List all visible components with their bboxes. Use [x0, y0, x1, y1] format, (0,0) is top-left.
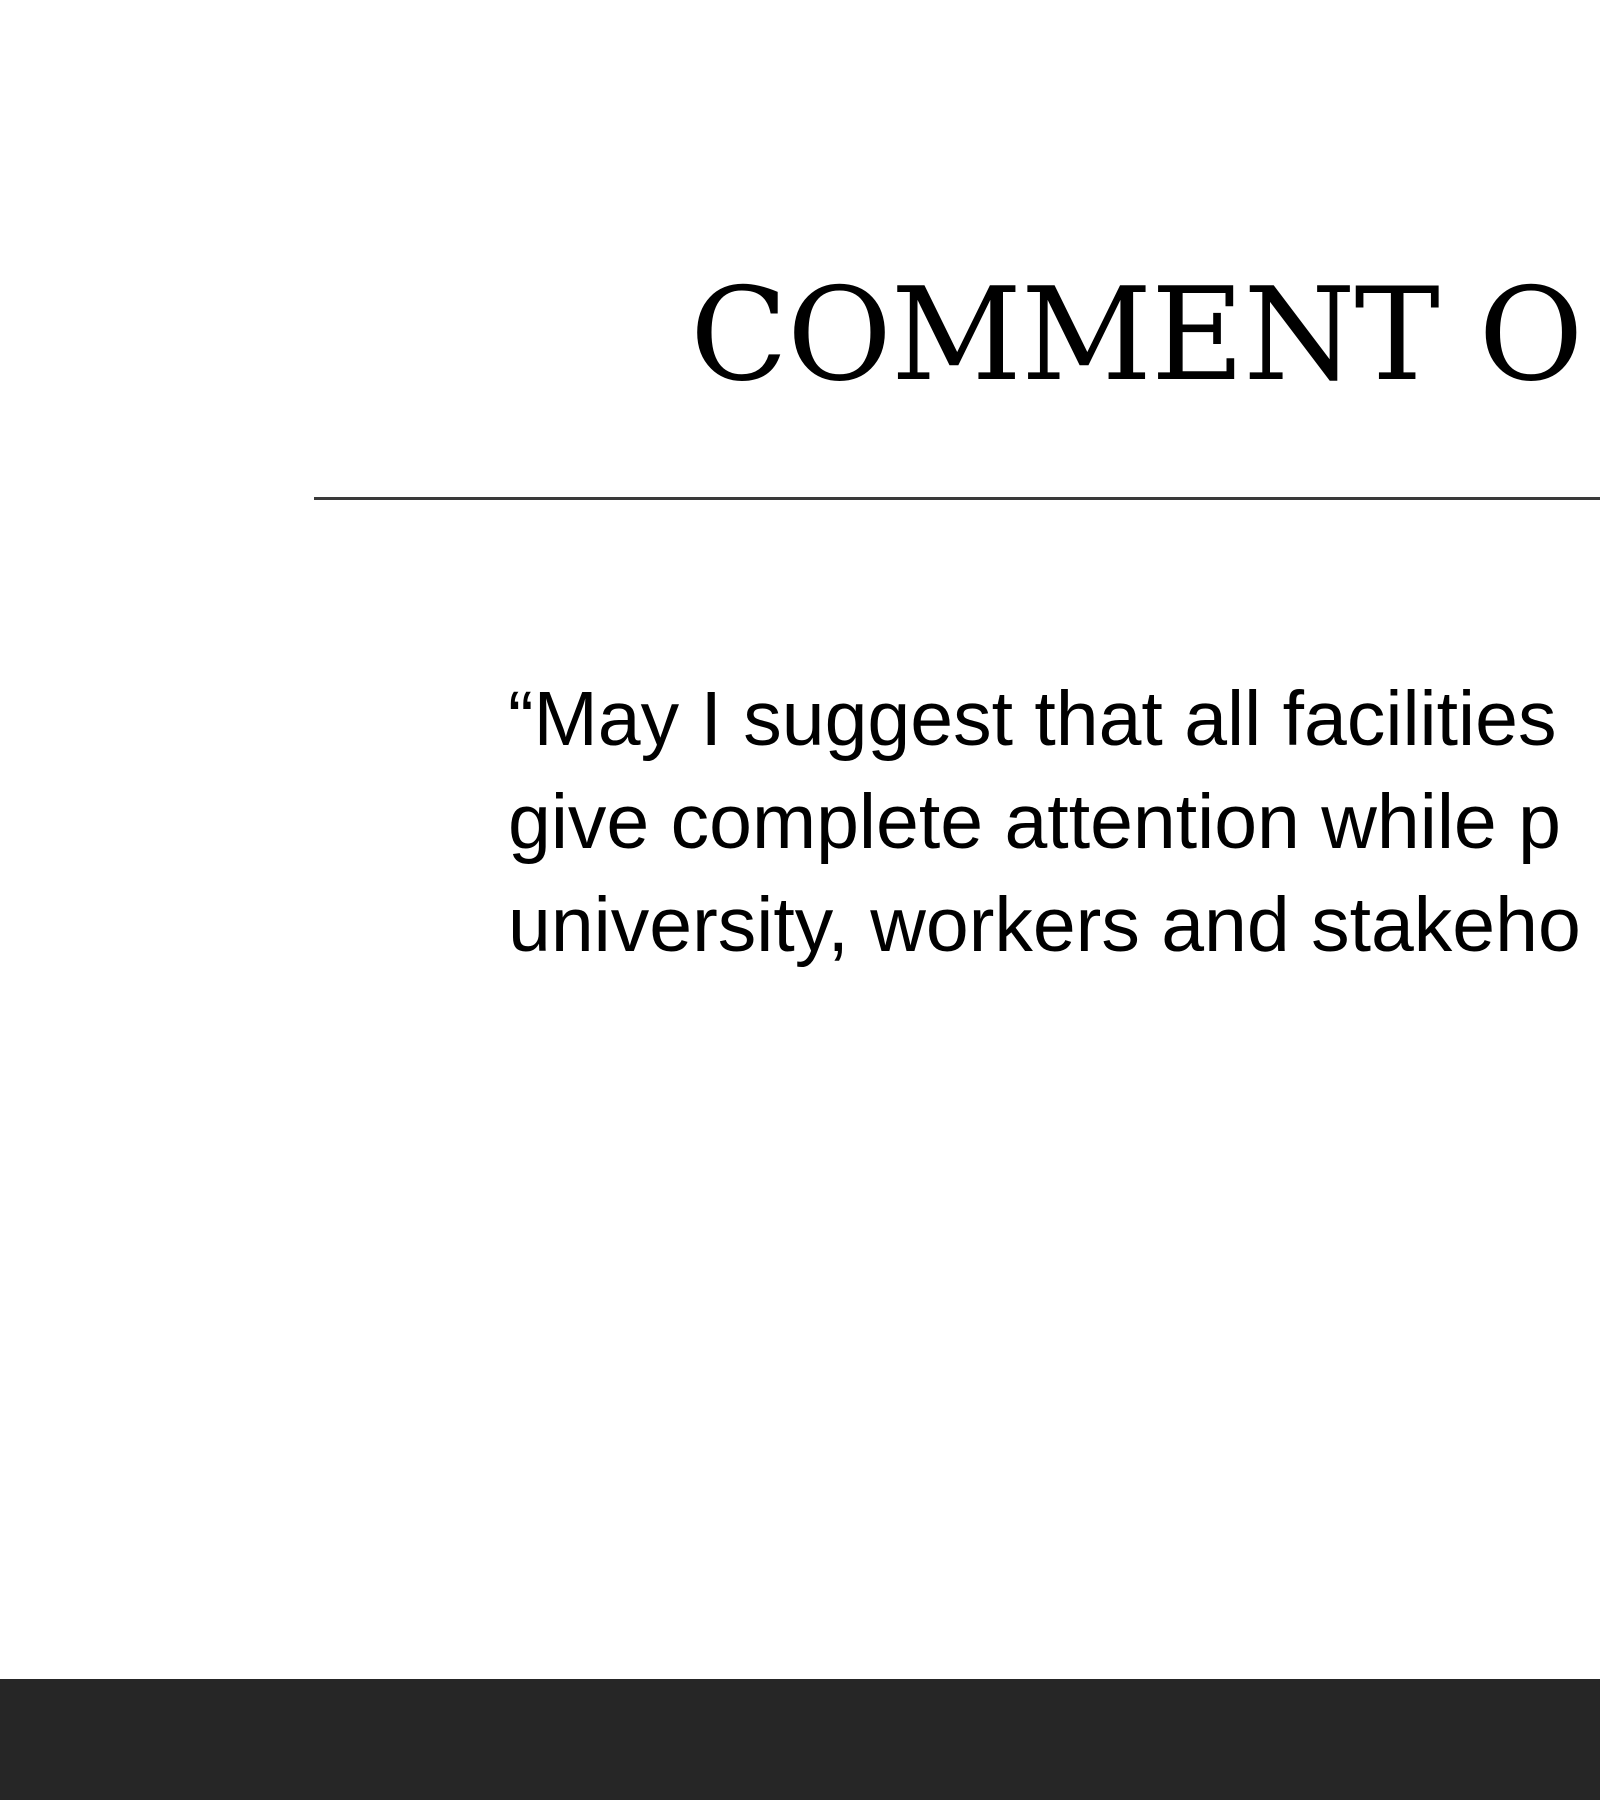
quote-line: university, workers and stakeho [508, 882, 1581, 968]
quote-line: give complete attention while p [508, 779, 1561, 865]
divider [314, 497, 1600, 500]
quote-text [508, 668, 1581, 977]
quote-line: “May I suggest that all facilities [508, 676, 1557, 762]
page-title: COMMENT O [690, 261, 1583, 410]
footer-bar [0, 1679, 1600, 1800]
